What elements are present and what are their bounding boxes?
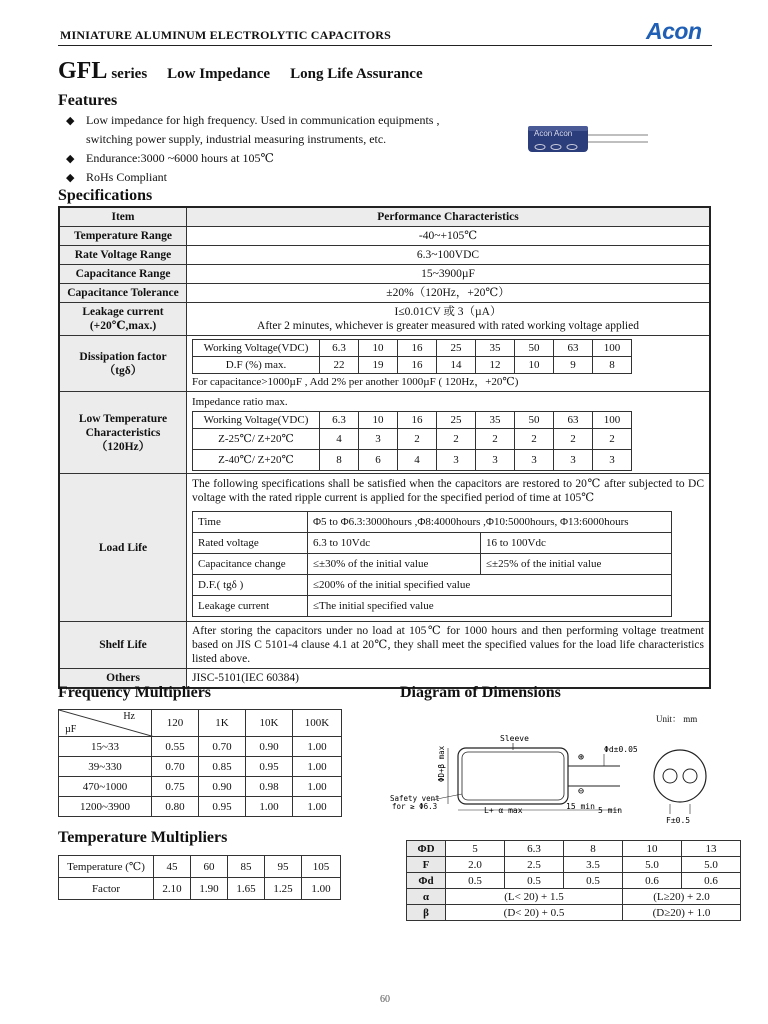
spec-label: Capacitance Tolerance (59, 284, 187, 303)
table-row (59, 303, 710, 336)
brand-logo: Acon (646, 18, 702, 44)
header-performance: Performance Characteristics (187, 207, 711, 227)
svg-text:F±0.5: F±0.5 (666, 816, 691, 825)
svg-text:⊕: ⊕ (578, 752, 585, 763)
svg-text:5 min: 5 min (598, 806, 623, 815)
svg-text:⊖: ⊖ (578, 786, 585, 797)
unit-label: Unit： mm (656, 714, 698, 724)
spec-value: -40~+105℃ (187, 227, 711, 246)
table-row: ΦD 5 6.3 8 10 13 (407, 841, 741, 857)
table-row: Φd 0.5 0.5 0.5 0.6 0.6 (407, 873, 741, 889)
table-row: 1200~3900 0.80 0.95 1.00 1.00 (59, 797, 342, 817)
diagram-heading: Diagram of Dimensions (400, 684, 561, 701)
series-code: GFL (58, 58, 108, 84)
table-row: β (D< 20) + 0.5 (D≥20) + 1.0 (407, 905, 741, 921)
spec-value: 6.3~100VDC (187, 246, 711, 265)
feature-item: ◆ RoHs Compliant (66, 170, 168, 184)
svg-text:L+ α max: L+ α max (484, 806, 523, 815)
features-heading: Features (58, 92, 118, 109)
table-row: Factor 2.10 1.90 1.65 1.25 1.00 (59, 878, 341, 900)
spec-label: Rate Voltage Range (59, 246, 187, 265)
low-temp-intro: Impedance ratio max. (192, 396, 288, 408)
table-row (59, 336, 710, 392)
svg-text:Acon Acon: Acon Acon (534, 129, 573, 138)
spec-value: JISC-5101(IEC 60384) (187, 669, 711, 689)
series-feature-2: Long Life Assurance (290, 66, 423, 82)
dimensions-table (406, 840, 741, 921)
load-life-cell (187, 474, 711, 622)
table-row: 470~1000 0.75 0.90 0.98 1.00 (59, 777, 342, 797)
low-temp-cell (187, 392, 711, 474)
table-row (59, 392, 710, 474)
spec-value: ±20%（120Hz，+20℃） (187, 284, 711, 303)
spec-label: Others (59, 669, 187, 689)
load-life-intro: The following specifications shall be satisfied when the capacitors are restored to 20℃ after subjected to DC voltage with the rated ripple current is applied for the specified period of time at 105℃ (192, 478, 704, 504)
table-row (59, 265, 710, 284)
series-word: series (111, 66, 148, 82)
spec-value: I≤0.01CV 或 3（µA） After 2 minutes, whichever is greater measured with rated working voltage applied (187, 303, 711, 336)
table-row: Temperature (℃) 45 60 85 95 105 (59, 856, 341, 878)
svg-text:for ≥ Φ6.3: for ≥ Φ6.3 (392, 802, 438, 811)
series-title (58, 58, 439, 85)
series-feature-1: Low Impedance (167, 66, 271, 82)
temperature-multipliers-heading: Temperature Multipliers (58, 829, 228, 846)
table-row: Hz µF 120 1K 10K 100K (59, 710, 342, 737)
frequency-multipliers-heading: Frequency Multipliers (58, 684, 212, 701)
table-row: F 2.0 2.5 3.5 5.0 5.0 (407, 857, 741, 873)
dissipation-note: For capacitance>1000µF , Add 2% per another 1000µF ( 120Hz，+20℃) (192, 376, 519, 388)
table-row (59, 474, 710, 622)
dimension-diagram (388, 724, 718, 830)
low-temp-table: Working Voltage(VDC) 6.3 10 16 25 35 50 63 100 Z-25℃/ Z+20℃ 4 3 2 2 2 2 2 2 Z-40℃/ Z+20℃ 8 6 4 3 3 3 3 3 (192, 411, 632, 471)
frequency-multipliers-table (58, 709, 342, 817)
table-row: 39~330 0.70 0.85 0.95 1.00 (59, 757, 342, 777)
svg-text:Sleeve: Sleeve (500, 734, 529, 743)
spec-value: After storing the capacitors under no load at 105℃ for 1000 hours and then performing voltage treatment based on JIS C 5101-4 clause 4.1 at 20℃, they shall meet the specified values for the load life characteristics listed above. (187, 622, 711, 669)
corner-cell: Hz µF (59, 710, 152, 737)
specifications-heading: Specifications (58, 187, 153, 204)
spec-label: Shelf Life (59, 622, 187, 669)
specifications-table (58, 206, 711, 689)
table-row: α (L< 20) + 1.5 (L≥20) + 2.0 (407, 889, 741, 905)
temperature-multipliers-table (58, 855, 341, 900)
table-row (59, 246, 710, 265)
header-divider (58, 45, 712, 46)
header-title: MINIATURE ALUMINUM ELECTROLYTIC CAPACITORS (60, 28, 391, 42)
capacitor-photo (526, 122, 650, 158)
feature-item: ◆ Low impedance for high frequency. Used in communication equipments , (66, 113, 440, 127)
table-row (59, 207, 710, 227)
spec-label: Capacitance Range (59, 265, 187, 284)
spec-label: Low Temperature Characteristics （120Hz） (59, 392, 187, 474)
load-life-table: Time Φ5 to Φ6.3:3000hours ,Φ8:4000hours ,Φ10:5000hours, Φ13:6000hours Rated voltage 6.3 to 10Vdc 16 to 100Vdc Capacitance change ≤±30% of the initial value ≤±25% of the initial value D.F.( tgδ ) ≤200% of the initial specified value Leakage current ≤The initial specified value (192, 511, 672, 617)
header-item: Item (59, 207, 187, 227)
svg-text:Safety vent: Safety vent (390, 794, 440, 803)
svg-text:15 min: 15 min (566, 802, 595, 811)
page-number: 60 (380, 994, 390, 1005)
spec-label: Temperature Range (59, 227, 187, 246)
feature-item-continued: switching power supply, industrial measuring instruments, etc. (86, 132, 387, 146)
table-row: 15~33 0.55 0.70 0.90 1.00 (59, 737, 342, 757)
table-row (59, 227, 710, 246)
table-row (59, 622, 710, 669)
spec-value: 15~3900µF (187, 265, 711, 284)
spec-label: Dissipation factor （tgδ） (59, 336, 187, 392)
table-row (59, 284, 710, 303)
spec-label: Load Life (59, 474, 187, 622)
svg-text:ΦD+β max: ΦD+β max (437, 745, 446, 782)
dissipation-cell (187, 336, 711, 392)
dissipation-table: Working Voltage(VDC) 6.3 10 16 25 35 50 63 100 D.F (%) max. 22 19 16 14 12 10 9 8 (192, 339, 632, 374)
svg-text:Φd±0.05: Φd±0.05 (604, 745, 638, 754)
spec-label: Leakage current (+20℃,max.) (59, 303, 187, 336)
feature-item: ◆ Endurance:3000 ~6000 hours at 105℃ (66, 151, 274, 165)
